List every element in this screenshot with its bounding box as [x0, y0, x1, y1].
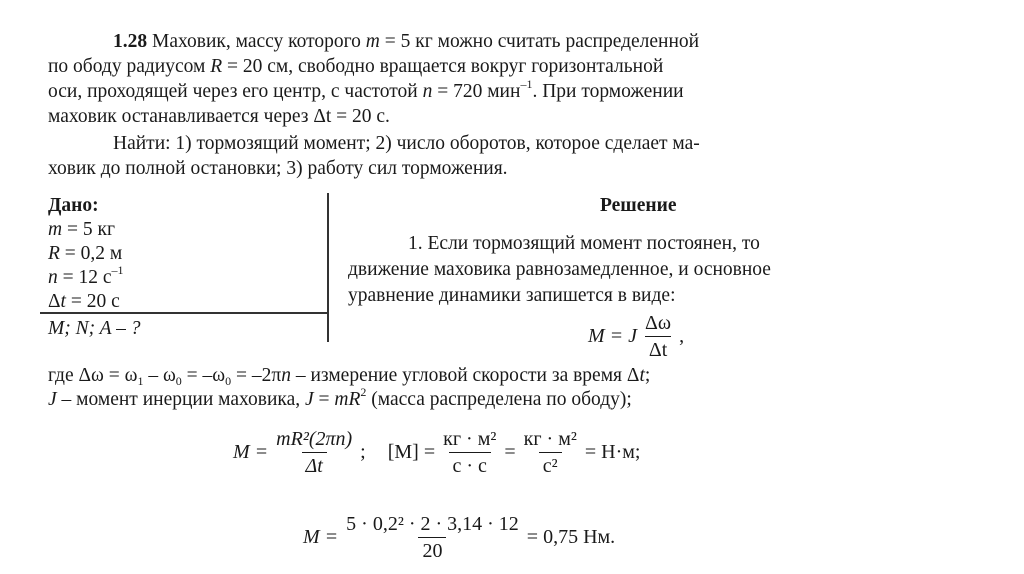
problem-line-1: 1.28 Маховик, массу которого m = 5 кг можно считать распределенной: [113, 31, 700, 52]
solution-line-1: 1. Если тормозящий момент постоянен, то: [408, 233, 760, 254]
given-find: M; N; A – ?: [48, 318, 141, 339]
solution-line-3: уравнение динамики запишется в виде:: [348, 285, 676, 306]
given-time: Δt = 20 с: [48, 291, 120, 312]
given-divider-vertical: [327, 193, 329, 342]
problem-number: 1.28: [113, 31, 148, 52]
equation-torque: M = $\frac{\text{mR²(2πn)}}{\Delta t}$ ; [M] = $\frac{\text{кг · м²}}{с \cdot с}$ = $\frac{\text{кг · м²}}{\text{с²}}$ = Н·м;: [233, 427, 641, 477]
problem-line-4: маховик останавливается через Δt = 20 с.: [48, 106, 390, 127]
equation-dynamics: M = J $\frac{\Delta\omega}{\Delta t}$ ,: [588, 311, 685, 361]
fraction-unit-1: $\frac{\text{кг · м²}}{с \cdot с}$: [443, 427, 497, 477]
where-line-1: где $\Delta\omega = \omega_1 - \omega_0 = -\omega_0 = -2\pi n$ – измерение угловой скорости за время Δt;: [48, 365, 651, 388]
given-radius: R = 0,2 м: [48, 243, 123, 264]
fraction-unit-2: $\frac{\text{кг · м²}}{\text{с²}}$: [523, 427, 577, 477]
solution-title: Решение: [600, 195, 677, 216]
task-line-2: ховик до полной остановки; 3) работу сил торможения.: [48, 158, 508, 179]
given-mass: m = 5 кг: [48, 219, 115, 240]
fraction-dw-dt: $\frac{\Delta\omega}{\Delta t}$: [645, 311, 672, 361]
given-frequency: n = 12 $с^{-1}$: [48, 263, 124, 288]
solution-line-2: движение маховика равнозамедленное, и основное: [348, 259, 771, 280]
where-line-2: J – момент инерции маховика, $J = mR^2$ (масса распределена по ободу);: [48, 385, 632, 410]
fraction-torque: $\frac{\text{mR²(2πn)}}{\Delta t}$: [276, 427, 353, 477]
given-title: Дано:: [48, 195, 99, 216]
problem-line-2: по ободу радиусом R = 20 см, свободно вращается вокруг горизонтальной: [48, 56, 664, 77]
problem-line-3: оси, проходящей через его центр, с частотой n = 720 мин$^{-1}$. При торможении: [48, 77, 684, 102]
fraction-numeric: $\frac{\text{5 · 0,2² · 2 · 3,14 · 12}}{20}$: [346, 512, 519, 562]
equation-numeric: M = $\frac{\text{5 · 0,2² · 2 · 3,14 · 12}}{20}$ = 0,75 Нм.: [303, 512, 616, 562]
task-line-1: Найти: 1) тормозящий момент; 2) число оборотов, которое сделает ма-: [113, 133, 700, 154]
